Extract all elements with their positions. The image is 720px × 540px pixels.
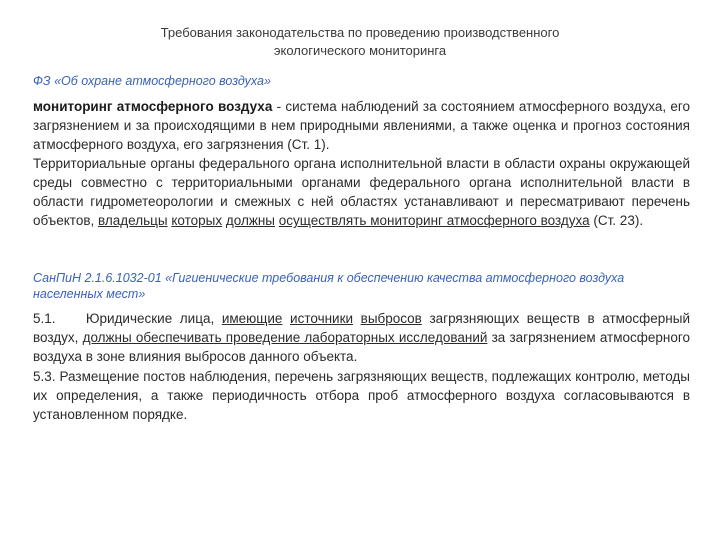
- article-23-paragraph: [33, 154, 690, 230]
- paragraph-text: Территориальные органы федерального органа исполнительной власти в области охраны окружающей среды совместно с территориальными органами федерального органа исполнительной власти в области гидрометеорологии и смежных с ней областях устанавливают и пересматривают перечень объектов,: [33, 156, 690, 228]
- clause-number: 5.1.: [33, 311, 56, 326]
- paragraph-text: загрязняющих веществ в атмосферный воздух,: [33, 311, 694, 345]
- underlined-text: источники: [290, 311, 354, 326]
- defined-term: мониторинг атмосферного воздуха: [33, 99, 273, 114]
- definition-text: - система наблюдений за состоянием атмосферного воздуха, его загрязнением и за происходящими в нем природными явлениями, а также оценка и прогноз состояния атмосферного воздуха, его загрязнения (Ст. 1).: [33, 99, 690, 152]
- underlined-text: должны: [225, 213, 276, 228]
- space: [353, 311, 361, 326]
- law-heading: ФЗ «Об охране атмосферного воздуха»: [33, 74, 271, 88]
- paragraph-text: за загрязнением атмосферного воздуха в зоне влияния выбросов данного объекта.: [33, 330, 694, 364]
- clause-5-1-paragraph: [33, 309, 694, 366]
- title-line-2: экологического мониторинга: [273, 43, 447, 58]
- underlined-text: выбросов: [360, 311, 422, 326]
- page-title: [60, 24, 660, 60]
- definition-paragraph: [33, 97, 690, 154]
- underlined-text: которых: [171, 213, 223, 228]
- clause-5-3-paragraph: 5.3. Размещение постов наблюдения, перечень загрязняющих веществ, подлежащих контролю, методы их определения, а также периодичность отбора проб атмосферного воздуха согласовываются в установленном порядке.: [33, 369, 690, 422]
- title-line-1: Требования законодательства по проведению производственного: [160, 25, 560, 40]
- paragraph-text: Юридические лица,: [55, 311, 222, 326]
- space: [282, 311, 290, 326]
- underlined-text: владельцы: [98, 213, 168, 228]
- underlined-text: имеющие: [221, 311, 283, 326]
- article-reference: (Ст. 23).: [589, 213, 644, 228]
- sanpin-heading: СанПиН 2.1.6.1032-01 «Гигиенические требования к обеспечению качества атмосферного воздуха населенных мест»: [33, 271, 625, 301]
- underlined-text: осуществлять мониторинг атмосферного воздуха: [278, 213, 590, 228]
- underlined-text: должны обеспечивать проведение лабораторных исследований: [82, 330, 488, 345]
